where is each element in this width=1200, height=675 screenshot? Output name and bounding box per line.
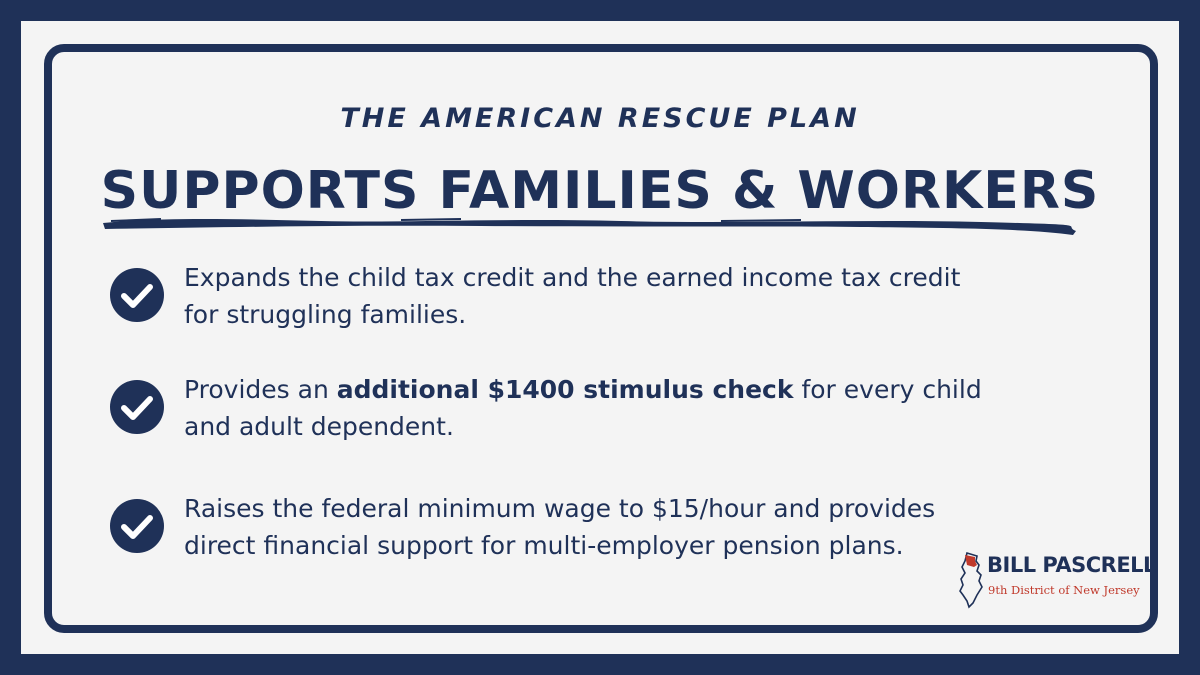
item-text-post: for every child bbox=[793, 375, 982, 404]
item-line-1: Raises the federal minimum wage to $15/hour and provides bbox=[184, 494, 936, 523]
logo-name: BILL PASCRELL bbox=[987, 553, 1156, 577]
item-text bbox=[184, 259, 1064, 333]
item-text-bold: additional $1400 stimulus check bbox=[336, 375, 794, 404]
item-text bbox=[184, 371, 1064, 445]
item-line-2: and adult dependent. bbox=[184, 412, 454, 441]
item-line-2: for struggling families. bbox=[184, 300, 467, 329]
check-circle-icon bbox=[109, 267, 165, 323]
item-text-pre: Provides an bbox=[184, 375, 337, 404]
supertitle: THE AMERICAN RESCUE PLAN bbox=[340, 103, 860, 134]
new-jersey-map-icon bbox=[957, 551, 985, 609]
logo-district: 9th District of New Jersey bbox=[988, 583, 1140, 597]
graphic-frame bbox=[21, 21, 1179, 654]
logo bbox=[957, 551, 1156, 611]
item-text bbox=[184, 490, 1064, 564]
item-line-2: direct financial support for multi-employer pension plans. bbox=[184, 531, 904, 560]
brush-underline bbox=[101, 209, 1081, 237]
main-title: SUPPORTS FAMILIES & WORKERS bbox=[100, 161, 1100, 221]
check-circle-icon bbox=[109, 498, 165, 554]
check-circle-icon bbox=[109, 379, 165, 435]
item-line-1: Expands the child tax credit and the earned income tax credit bbox=[184, 263, 961, 292]
